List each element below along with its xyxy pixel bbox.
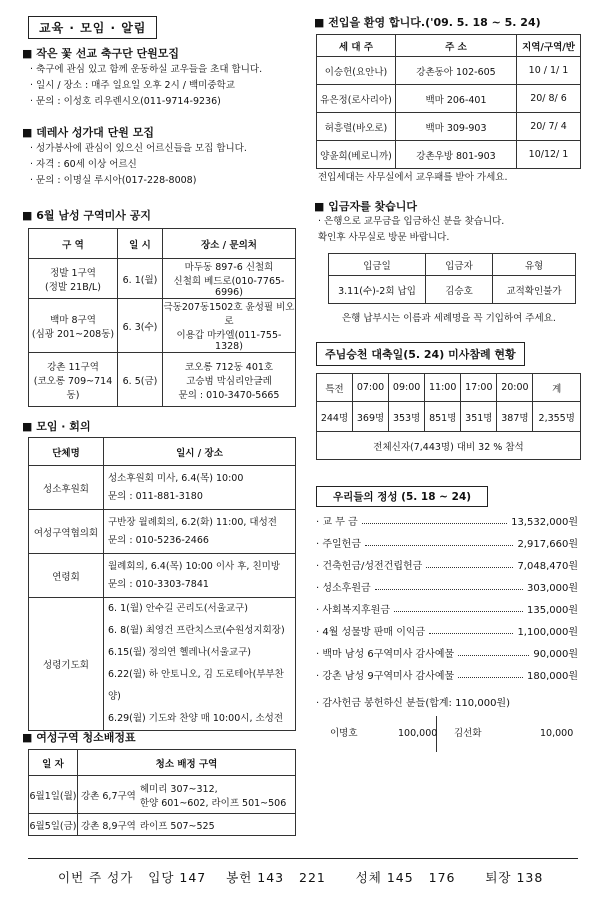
attendance-total: 2,355명 [533,402,581,432]
offering-row [316,572,578,594]
group-name: 여성구역협의회 [29,510,104,554]
offering-row [316,594,578,616]
table-row [329,276,576,304]
meeting-line: 문의 : 010-3303-7841 [108,578,209,590]
transfer-note: 전입세대는 사무실에서 교우패를 받아 가세요. [318,172,508,183]
place: 극동207동1502호 윤성필 비오로 [163,302,295,327]
cleaning-detail: 한양 601~602, 라이프 501~506 [139,797,287,809]
offering-amount: 135,000원 [526,605,578,616]
col-mass-total: 계 [533,374,581,402]
attendance-count: 851명 [425,402,461,432]
address: 백마 309-903 [396,113,517,141]
offering-label: · 성소후원금 [316,583,371,594]
col-cleaning-area: 청소 배정 구역 [78,750,296,776]
offering-row [316,550,578,572]
offering-amount: 7,048,470원 [517,561,578,572]
householder: 유은정(로사리아) [317,85,396,113]
table-row [317,85,581,113]
choir-line: · 자격 : 60세 이상 어르신 [30,159,137,170]
col-address: 주 소 [396,35,517,57]
col-group: 단체명 [29,438,104,466]
region: 20/ 7/ 4 [517,113,581,141]
contact: 이용갑 마카엘(011-755-1328) [176,330,282,352]
offering-amount: 303,000원 [526,583,578,594]
col-depositor: 입금자 [426,254,493,276]
deposit-date: 3.11(수)-2회 납입 [329,276,426,304]
footer-rule [28,858,578,859]
cleaning-area: 강촌 8,9구역 [81,820,136,832]
transfer-table [316,34,581,169]
meeting-line: 6.15(월) 정의연 헬레나(서울교구) [108,647,251,658]
transfer-heading: ■ 전입을 환영 합니다.('09. 5. 18 ~ 5. 24) [314,16,541,29]
mass-notice-heading: ■ 6월 남성 구역미사 공지 [22,209,151,222]
choir-line: · 성가봉사에 관심이 있으신 어르신들을 모집 합니다. [30,143,247,154]
meeting-heading: ■ 모임 · 회의 [22,420,91,433]
householder: 이승헌(요안나) [317,57,396,85]
soccer-line: · 일시 / 장소 : 매주 일요일 오후 2시 / 백미중학교 [30,80,235,91]
offering-label: · 주일헌금 [316,539,361,550]
contact: 고승범 막심리안글레 [186,375,272,387]
col-region: 지역/구역/반 [517,35,581,57]
attendance-count: 244명 [317,402,353,432]
col-mass-time: 17:00 [461,374,497,402]
col-time-place: 일시 / 장소 [104,438,296,466]
place: 코오롱 712동 401호 [184,361,274,373]
col-householder: 세 대 주 [317,35,396,57]
table-row [29,510,296,554]
meeting-line: 6. 1(월) 안수길 곤리도(서울교구) [108,603,248,614]
offering-label: · 교 무 금 [316,517,358,528]
householder: 양윤희(베로니까) [317,141,396,169]
choir-heading: ■ 데레사 성가대 단원 모집 [22,126,154,139]
group-name: 연령회 [29,554,104,598]
area-detail: (심광 201~208동) [31,328,115,340]
offering-label: · 건축헌금/성전건립헌금 [316,561,423,572]
offering-label: · 사회복지후원금 [316,605,390,616]
col-mass-time: 20:00 [497,374,533,402]
cleaning-date: 6월1일(월) [29,776,78,814]
address: 강촌동아 102-605 [396,57,517,85]
region: 10 / 1/ 1 [517,57,581,85]
col-mass-time: 특전 [317,374,353,402]
col-mass-time: 07:00 [352,374,388,402]
area-detail: (코오롱 709~714동) [33,375,113,401]
mass-attendance-table [316,373,581,460]
offering-label: · 백마 남성 6구역미사 감사예물 [316,649,455,660]
attendance-count: 351명 [461,402,497,432]
donor-amount: 10,000 [540,728,574,739]
deposit-type: 교적확인불가 [493,276,576,304]
meeting-line: 문의 : 010-5236-2466 [108,534,209,546]
table-row [317,141,581,169]
area-name: 백마 8구역 [50,314,96,326]
offering-row [316,660,578,682]
soccer-line: · 축구에 관심 있고 함께 운동하실 교우들을 초대 합니다. [30,64,263,75]
deposit-table [328,253,576,304]
region: 20/ 8/ 6 [517,85,581,113]
meeting-line: 성소후원회 미사, 6.4(목) 10:00 [108,472,244,484]
cleaning-detail: 헤미리 307~312, [139,783,218,795]
meeting-table [28,437,296,731]
soccer-line: · 문의 : 이성호 리우렌시오(011-9714-9236) [30,96,221,107]
address: 강촌우방 801-903 [396,141,517,169]
attendance-count: 387명 [497,402,533,432]
offering-label: · 강촌 남성 9구역미사 감사예물 [316,671,455,682]
col-deposit-date: 입금일 [329,254,426,276]
cleaning-detail: 라이프 507~525 [139,820,215,832]
donor-name: 김선화 [454,728,482,739]
table-row [29,466,296,510]
meeting-line: 구반장 월례회의, 6.2(화) 11:00, 대성전 [108,516,277,528]
mass-notice-table [28,228,296,407]
table-row [29,299,296,353]
col-day: 일 자 [29,750,78,776]
area-name: 정발 1구역 [50,267,96,279]
cleaning-table [28,749,296,836]
hymn-numbers: 이번 주 성가 입당 147 봉헌 143 221 성체 145 176 퇴장 138 [58,870,544,885]
col-type: 유형 [493,254,576,276]
meeting-line: 문의 : 011-881-3180 [108,490,203,502]
col-place: 장소 / 문의처 [163,229,296,259]
col-mass-time: 09:00 [389,374,425,402]
offering-label: · 4월 성물방 판매 이익금 [316,627,426,638]
table-row [29,353,296,407]
offering-amount: 13,532,000원 [511,517,578,528]
table-row [29,554,296,598]
area-detail: (정발 21B/L) [45,281,101,293]
table-row [317,113,581,141]
deposit-note: 은행 납부시는 이름과 세례명을 꼭 기입하여 주세요. [342,313,556,324]
deposit-line: 확인후 사무실로 방문 바랍니다. [318,232,450,243]
section-title: 교육 · 모임 · 알림 [28,16,157,39]
cleaning-heading: ■ 여성구역 청소배정표 [22,731,136,744]
table-row [29,814,296,836]
attendance-count: 353명 [389,402,425,432]
donor-name: 이명호 [330,728,358,739]
offering-row [316,528,578,550]
meeting-line: 월례회의, 6.4(목) 10:00 이사 후, 친미방 [108,560,280,572]
offering-amount: 1,100,000원 [517,627,578,638]
region: 10/12/ 1 [517,141,581,169]
depositor: 김승호 [426,276,493,304]
offering-heading: 우리들의 정성 (5. 18 ~ 24) [316,486,488,507]
offering-amount: 180,000원 [526,671,578,682]
table-row [317,402,581,432]
cleaning-area: 강촌 6,7구역 [81,790,136,802]
address: 백마 206-401 [396,85,517,113]
contact: 문의 : 010-3470-5665 [178,389,280,401]
group-name: 성소후원회 [29,466,104,510]
col-mass-time: 11:00 [425,374,461,402]
thanks-heading: · 감사헌금 봉헌하신 분들(합계: 110,000원) [316,698,510,709]
table-row [29,259,296,299]
soccer-heading: ■ 작은 꽃 선교 축구단 단원모집 [22,47,180,60]
cleaning-date: 6월5일(금) [29,814,78,836]
group-name: 성령기도회 [29,598,104,731]
table-row [29,598,296,731]
donor-amount: 100,000 [398,728,438,739]
attendance-count: 369명 [352,402,388,432]
mass-date: 6. 3(수) [118,299,163,353]
mass-date: 6. 1(월) [118,259,163,299]
offering-row [316,638,578,660]
deposit-heading: ■ 입금자를 찾습니다 [314,200,418,213]
table-row [317,57,581,85]
col-area: 구 역 [29,229,118,259]
col-date: 일 시 [118,229,163,259]
mass-date: 6. 5(금) [118,353,163,407]
table-row [29,776,296,814]
offering-row [316,506,578,528]
meeting-line: 6.22(월) 하 안토니오, 김 도로테아(부부찬양) [108,669,284,702]
choir-line: · 문의 : 이명실 루시아(017-228-8008) [30,175,197,186]
offering-row [316,616,578,638]
meeting-line: 6. 8(월) 최영건 프란치스코(수원성지회장) [108,625,285,636]
householder: 허흥렬(바오로) [317,113,396,141]
deposit-line: · 은행으로 교무금을 입금하신 분을 찾습니다. [318,216,505,227]
attendance-summary: 전체신자(7,443명) 대비 32 % 참석 [317,432,581,460]
place: 마두동 897-6 신철희 [184,262,274,273]
offering-amount: 2,917,660원 [517,539,578,550]
meeting-line: 6.29(월) 기도와 찬양 매 10:00시, 소성전 [108,713,284,724]
contact: 신철희 베드로(010-7765-6996) [173,276,285,298]
mass-attendance-heading: 주님승천 대축일(5. 24) 미사참례 현황 [316,342,525,366]
offering-list [316,506,578,682]
area-name: 강촌 11구역 [47,361,99,373]
offering-amount: 90,000원 [533,649,578,660]
